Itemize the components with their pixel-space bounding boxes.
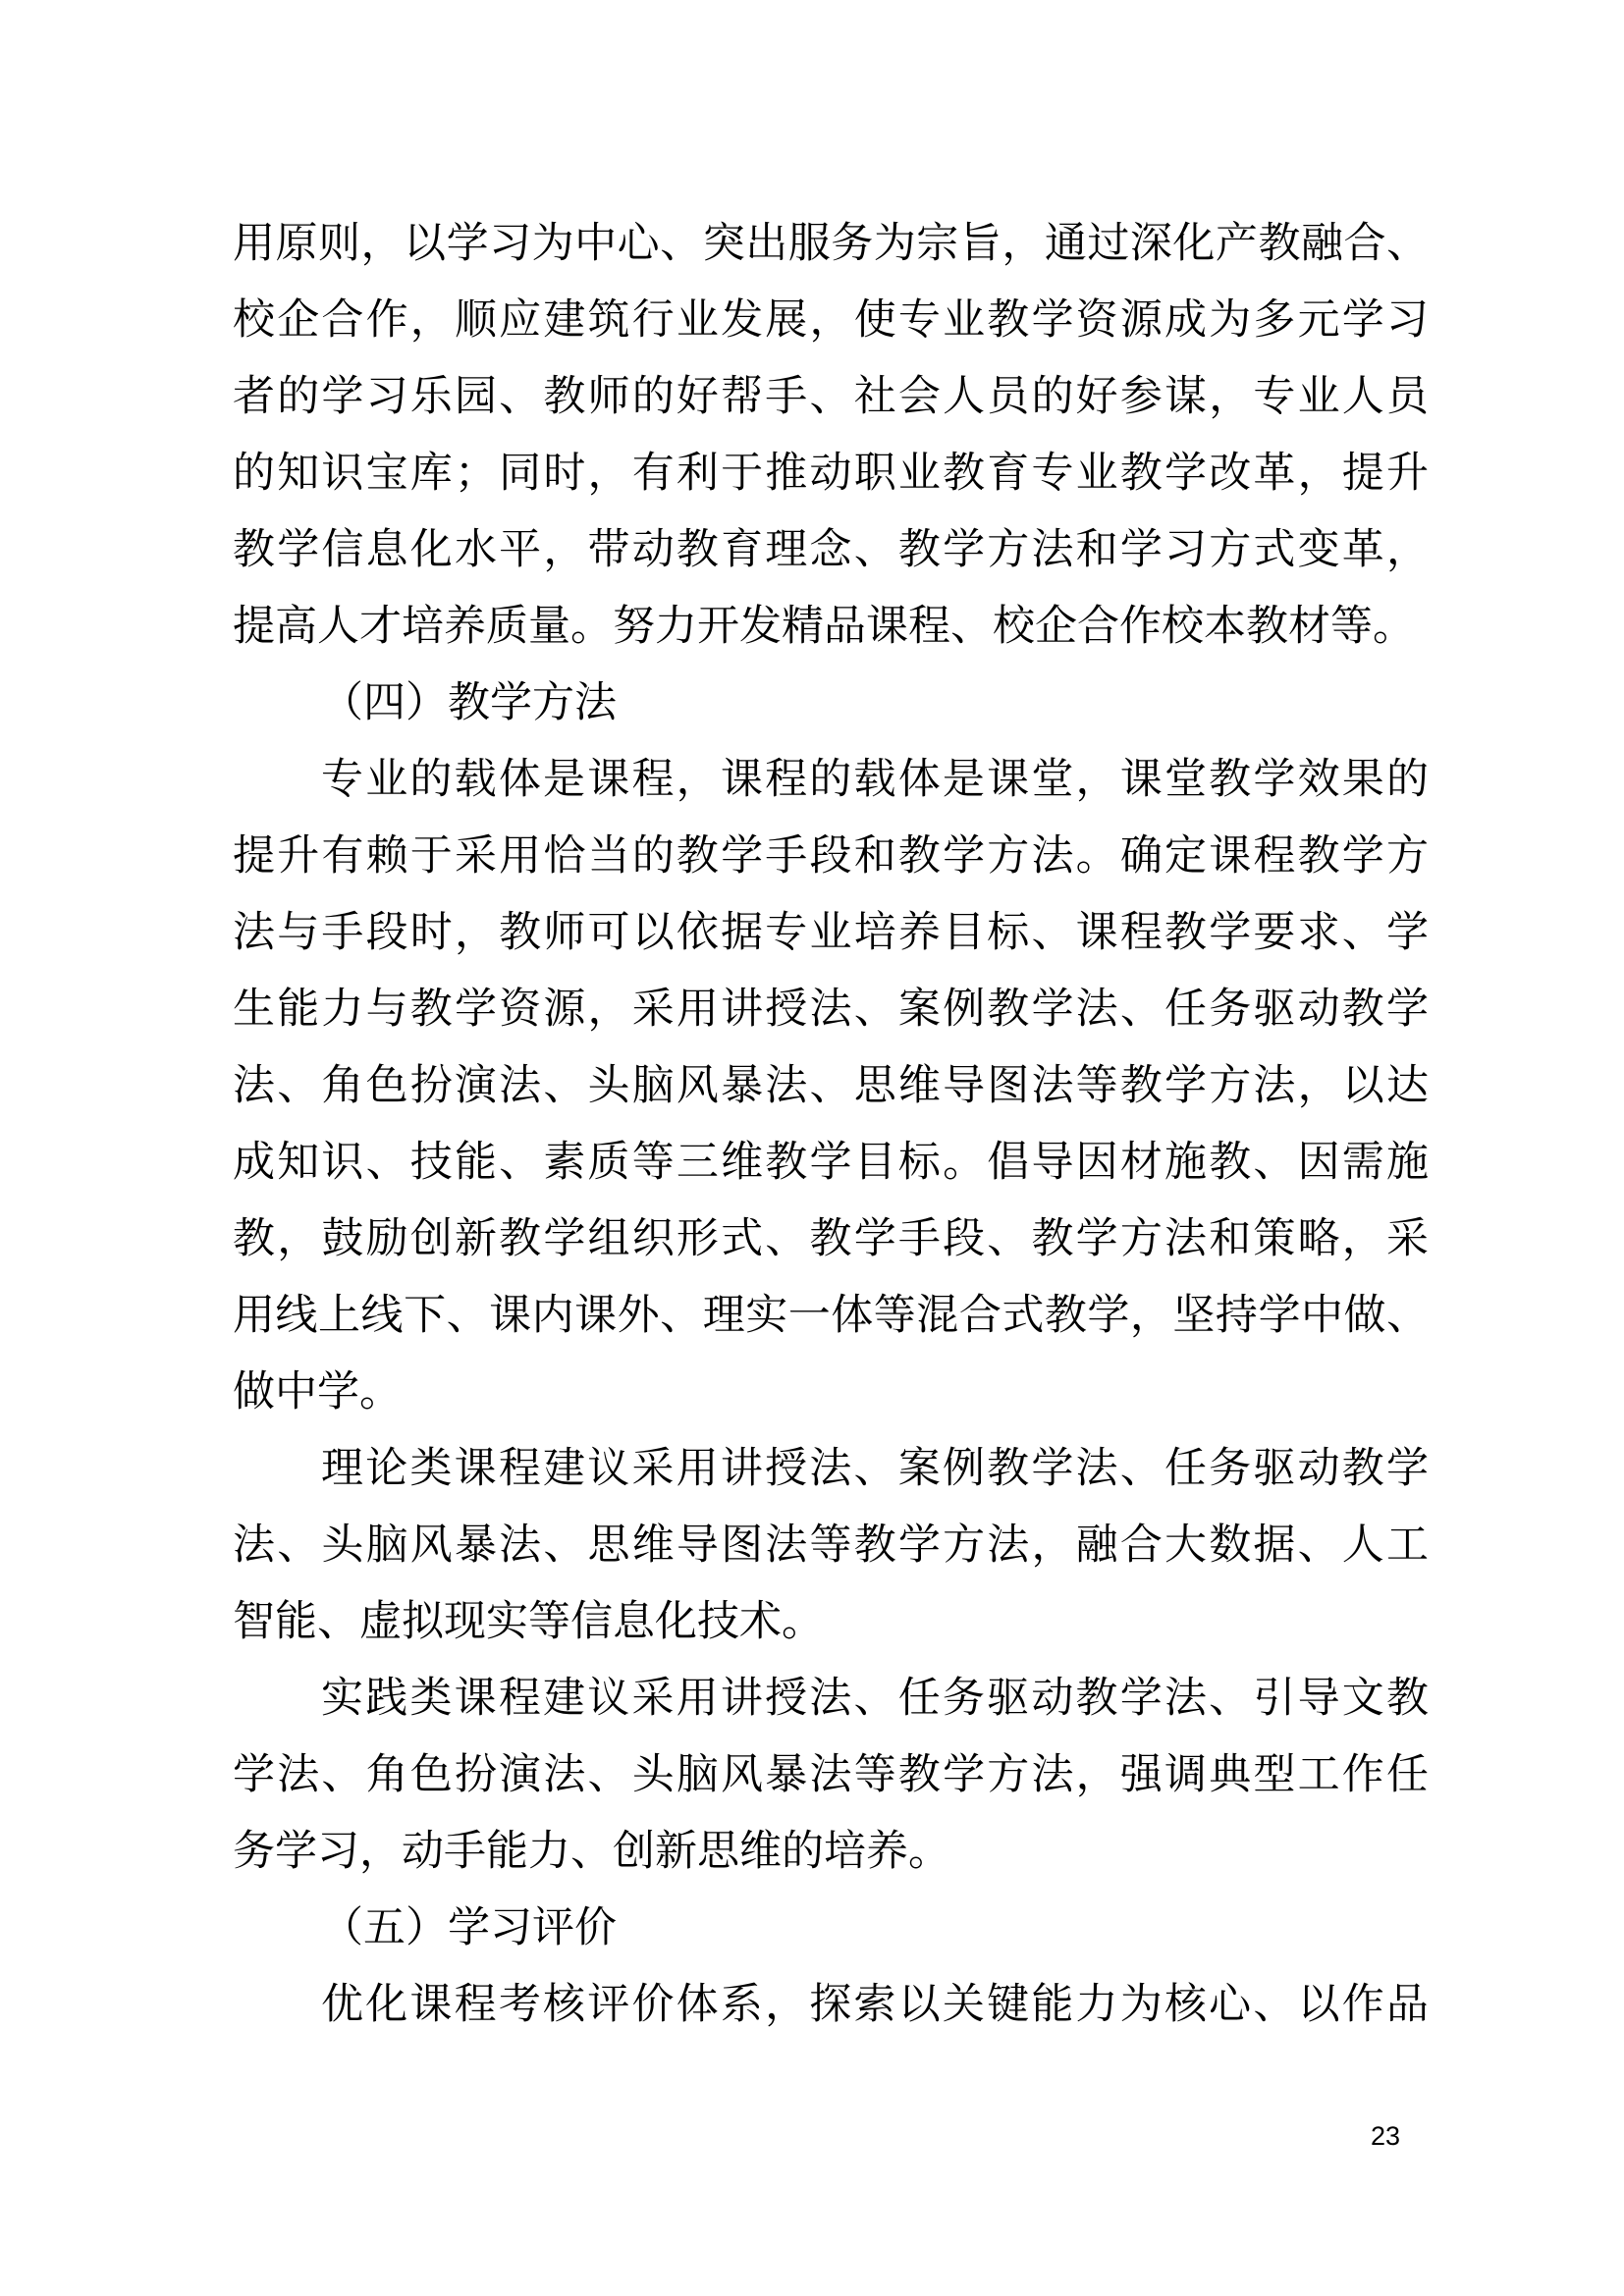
text-block <box>233 206 1429 2044</box>
text-line: 提升有赖于采用恰当的教学手段和教学方法。确定课程教学方 <box>233 833 1429 880</box>
text-line: 提高人才培养质量。努力开发精品课程、校企合作校本教材等。 <box>233 604 1415 650</box>
text-line: 教，鼓励创新教学组织形式、教学手段、教学方法和策略，采 <box>233 1216 1429 1262</box>
text-line: 专业的载体是课程，课程的载体是课堂，课堂教学效果的 <box>321 757 1429 803</box>
text-line: 法、角色扮演法、头脑风暴法、思维导图法等教学方法，以达 <box>233 1063 1429 1109</box>
page-number: 23 <box>1371 2121 1401 2151</box>
text-line: 成知识、技能、素质等三维教学目标。倡导因材施教、因需施 <box>233 1140 1429 1186</box>
section-heading: （五）学习评价 <box>321 1905 617 1951</box>
text-line: 理论类课程建议采用讲授法、案例教学法、任务驱动教学 <box>321 1446 1429 1492</box>
text-line: 校企合作，顺应建筑行业发展，使专业教学资源成为多元学习 <box>233 297 1429 344</box>
text-line: 法与手段时，教师可以依据专业培养目标、课程教学要求、学 <box>233 910 1429 956</box>
text-line: 做中学。 <box>233 1369 402 1415</box>
text-line: 的知识宝库；同时，有利于推动职业教育专业教学改革，提升 <box>233 451 1429 497</box>
text-line: 学法、角色扮演法、头脑风暴法等教学方法，强调典型工作任 <box>233 1752 1429 1798</box>
text-line: 优化课程考核评价体系，探索以关键能力为核心、以作品 <box>321 1982 1429 2028</box>
text-line: 教学信息化水平，带动教育理念、教学方法和学习方式变革， <box>233 527 1429 573</box>
text-line: 智能、虚拟现实等信息化技术。 <box>233 1599 824 1645</box>
text-line: 法、头脑风暴法、思维导图法等教学方法，融合大数据、人工 <box>233 1522 1429 1569</box>
text-line: 实践类课程建议采用讲授法、任务驱动教学法、引导文教 <box>321 1676 1429 1722</box>
text-line: 生能力与教学资源，采用讲授法、案例教学法、任务驱动教学 <box>233 987 1429 1033</box>
text-line: 用线上线下、课内课外、理实一体等混合式教学，坚持学中做、 <box>233 1293 1429 1339</box>
text-line: 者的学习乐园、教师的好帮手、社会人员的好参谋，专业人员 <box>233 374 1429 420</box>
text-line: 用原则，以学习为中心、突出服务为宗旨，通过深化产教融合、 <box>233 221 1429 267</box>
text-line: 务学习，动手能力、创新思维的培养。 <box>233 1829 950 1875</box>
section-heading: （四）教学方法 <box>321 680 617 726</box>
